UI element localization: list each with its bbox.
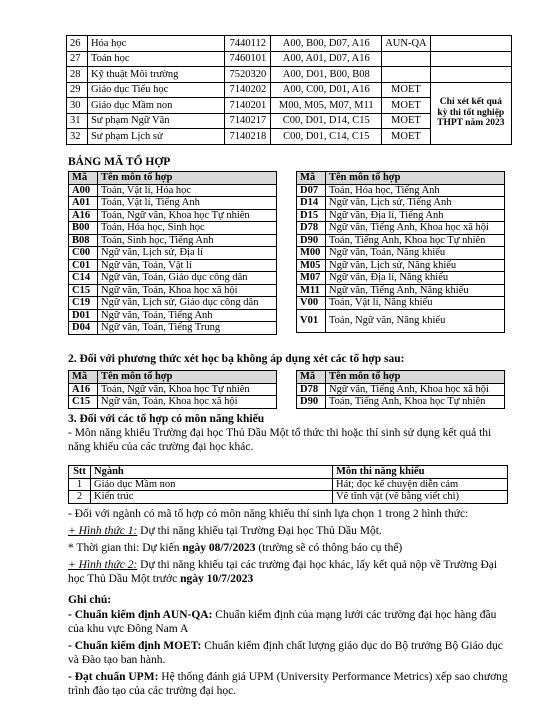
time-line	[68, 542, 513, 556]
combo-name: Toán, Vật lí, Hóa học	[98, 184, 277, 197]
combo-header-code: Mã	[69, 172, 98, 185]
table-row	[69, 247, 277, 260]
majors-table	[66, 35, 512, 145]
row-stt: 26	[67, 36, 88, 52]
talent-stt: 1	[69, 478, 91, 491]
combo-name: Toán, Hóa học, Sinh học	[98, 222, 277, 235]
row-major-name: Hóa học	[87, 36, 224, 52]
row-stt: 30	[67, 98, 88, 114]
table-row	[297, 184, 505, 197]
table-row	[69, 383, 277, 396]
combo-code: D04	[69, 322, 98, 335]
section2-title: 2. Đối với phương thức xét học bạ không áp dụng xét các tổ hợp sau:	[68, 353, 405, 365]
table-row	[297, 297, 505, 310]
row-major-name: Giáo dục Tiểu học	[87, 82, 224, 98]
table-row	[297, 222, 505, 235]
combo-name: Ngữ văn, Toán, Tiếng Trung	[98, 322, 277, 335]
combo-code: D78	[297, 383, 326, 396]
combo-name: Toán, Vật lí, Năng khiếu	[326, 297, 505, 310]
combo-code: C14	[69, 272, 98, 285]
table-row	[297, 259, 505, 272]
row-combos: A00, C00, D01, A16	[271, 82, 382, 98]
note-text: Chuẩn kiểm định chất lượng giáo dục do Bộ trưởng Bộ Giáo dục và Đào tạo ban hành.	[68, 640, 503, 666]
combo-header-code: Mã	[297, 371, 326, 384]
notes-list	[68, 609, 508, 702]
row-stt: 29	[67, 82, 88, 98]
combo-code: M11	[297, 284, 326, 297]
row-note: MOET	[382, 98, 430, 114]
note-text: Chuẩn kiểm định của mạng lưới các trường đại học hàng đầu của khu vực Đông Nam A	[68, 609, 497, 635]
combo-name: Toán, Sinh học, Tiếng Anh	[98, 234, 277, 247]
row-combos: C00, D01, C14, C15	[271, 129, 382, 145]
combo-name: Toán, Ngữ văn, Khoa học Tự nhiên	[98, 383, 277, 396]
notes-title: Ghi chú:	[68, 594, 112, 606]
combo-name: Toán, Hóa học, Tiếng Anh	[326, 184, 505, 197]
table-row	[69, 491, 508, 504]
table-row	[69, 297, 277, 310]
time-prefix: * Thời gian thi: Dự kiến	[68, 542, 183, 554]
combo-title: BẢNG MÃ TỔ HỢP	[68, 156, 171, 168]
form2-text: Dự thi năng khiếu tại các trường đại học khác, lấy kết quả nộp về Trường Đại học Thủ Dầu Một trước	[68, 559, 498, 585]
table-row	[69, 478, 508, 491]
talent-header-stt: Stt	[69, 466, 91, 479]
combo-code: D15	[297, 209, 326, 222]
combo-name: Toán, Tiếng Anh, Khoa học Tự nhiên	[326, 234, 505, 247]
combo-code: D07	[297, 184, 326, 197]
table-row	[297, 197, 505, 210]
talent-exam: Vẽ tĩnh vật (vẽ bằng viết chì)	[333, 491, 508, 504]
combo-name: Ngữ văn, Tiếng Anh, Năng khiếu	[326, 284, 505, 297]
combo-table-left	[68, 171, 277, 335]
talent-exam: Hát; đọc kể chuyện diễn cảm	[333, 478, 508, 491]
talent-major: Kiến trúc	[91, 491, 333, 504]
combo-code: A16	[69, 383, 98, 396]
combo-code: D01	[69, 309, 98, 322]
time-suffix: (trường sẽ có thông báo cụ thể)	[255, 542, 403, 554]
row-stt: 31	[67, 113, 88, 129]
table-row	[69, 396, 277, 409]
combo-name: Ngữ văn, Toán, Tiếng Anh	[98, 309, 277, 322]
row-combos: M00, M05, M07, M11	[271, 98, 382, 114]
choose-line: - Đối với ngành có mã tổ hợp có môn năng khiếu thí sinh lựa chọn 1 trong 2 hình thức:	[68, 508, 469, 520]
table-row	[297, 284, 505, 297]
note-label: - Chuẩn kiểm định MOET:	[68, 640, 202, 652]
note-item	[68, 671, 508, 698]
note-item	[68, 640, 508, 667]
row-empty	[430, 51, 511, 67]
form2-line	[68, 559, 510, 586]
talent-major: Giáo dục Mầm non	[91, 478, 333, 491]
combo-name: Ngữ văn, Lịch sử, Địa lí	[98, 247, 277, 260]
combo-header-name: Tên môn tổ hợp	[326, 172, 505, 185]
table-row	[297, 247, 505, 260]
combo-code: D14	[297, 197, 326, 210]
row-stt: 28	[67, 67, 88, 83]
note-label: - Chuẩn kiểm định AUN-QA:	[68, 609, 213, 621]
table-row	[297, 272, 505, 285]
combo-table-right	[296, 171, 505, 333]
form1-text: Dự thi năng khiếu tại Trường Đại học Thủ Dầu Một.	[137, 525, 382, 537]
table-row	[69, 222, 277, 235]
combo-code: V00	[297, 297, 326, 310]
combo-code: C15	[69, 284, 98, 297]
combo-code: B00	[69, 222, 98, 235]
section3-title: 3. Đối với các tổ hợp có môn năng khiếu	[68, 413, 265, 425]
combo-header-name: Tên môn tổ hợp	[98, 371, 277, 384]
row-major-name: Sư phạm Lịch sử	[87, 129, 224, 145]
table-row	[297, 383, 505, 396]
combo-code: M00	[297, 247, 326, 260]
note-text: Hệ thống đánh giá UPM (University Performance Metrics) xếp sao chương trình đào tạo của các trường đại học.	[68, 671, 508, 697]
talent-table	[68, 465, 508, 504]
row-major-code: 7140218	[225, 129, 271, 145]
row-stt: 27	[67, 51, 88, 67]
row-note: MOET	[382, 82, 430, 98]
table-row	[69, 272, 277, 285]
combo-code: C01	[69, 259, 98, 272]
combo-name: Ngữ văn, Toán, Khoa học xã hội	[98, 284, 277, 297]
combo-code: D90	[297, 234, 326, 247]
combo-code: M07	[297, 272, 326, 285]
combo-code: D90	[297, 396, 326, 409]
combo-code: V01	[297, 309, 326, 332]
table-row	[69, 209, 277, 222]
row-combos: C00, D01, D14, C15	[271, 113, 382, 129]
section3-intro: - Môn năng khiếu Trường đại học Thủ Dầu Một tổ thức thi hoặc thí sinh sử dụng kết quả thi năng khiếu của các trường đại học khác.	[68, 427, 492, 453]
combo-name: Ngữ văn, Lịch sử, Tiếng Anh	[326, 197, 505, 210]
row-major-code: 7460101	[225, 51, 271, 67]
combo-header-name: Tên môn tổ hợp	[98, 172, 277, 185]
form2-label: + Hình thức 2:	[68, 559, 138, 571]
talent-header-major: Ngành	[91, 466, 333, 479]
combo-code: A00	[69, 184, 98, 197]
combo-name: Ngữ văn, Toán, Khoa học xã hội	[98, 396, 277, 409]
combo-header-code: Mã	[297, 172, 326, 185]
row-note	[382, 67, 430, 83]
table-row	[67, 82, 512, 98]
row-major-code: 7440112	[225, 36, 271, 52]
note-item	[68, 609, 508, 636]
combo-name: Ngữ văn, Toán, Giáo dục công dân	[98, 272, 277, 285]
combo-code: A16	[69, 209, 98, 222]
table-row	[297, 234, 505, 247]
talent-header-exam: Môn thi năng khiếu	[333, 466, 508, 479]
row-combos: A00, A01, D07, A16	[271, 51, 382, 67]
combo-code: C00	[69, 247, 98, 260]
table-row	[67, 51, 512, 67]
row-major-name: Kỹ thuật Môi trường	[87, 67, 224, 83]
combo-code: C19	[69, 297, 98, 310]
table-row	[67, 67, 512, 83]
row-major-name: Giáo dục Mầm non	[87, 98, 224, 114]
combo-name: Ngữ văn, Địa lí, Năng khiếu	[326, 272, 505, 285]
talent-stt: 2	[69, 491, 91, 504]
table-row	[67, 36, 512, 52]
note-label: - Đạt chuẩn UPM:	[68, 671, 159, 683]
table-row	[69, 234, 277, 247]
row-note: AUN-QA	[382, 36, 430, 52]
merged-note: Chỉ xét kết quả kỳ thi tốt nghiệp THPT năm 2023	[430, 82, 511, 144]
time-date: ngày 08/7/2023	[182, 542, 256, 554]
combo-name: Toán, Vật lí, Tiếng Anh	[98, 197, 277, 210]
section2-table-right	[296, 370, 505, 409]
combo-name: Ngữ văn, Lịch sử, Giáo dục công dân	[98, 297, 277, 310]
form2-date: ngày 10/7/2023	[180, 572, 254, 585]
row-stt: 32	[67, 129, 88, 145]
combo-code: B08	[69, 234, 98, 247]
form1-line	[68, 525, 513, 539]
combo-name: Ngữ văn, Lịch sử, Năng khiếu	[326, 259, 505, 272]
combo-code: M05	[297, 259, 326, 272]
row-major-name: Sư phạm Ngữ Văn	[87, 113, 224, 129]
table-row	[297, 209, 505, 222]
row-major-name: Toán học	[87, 51, 224, 67]
section2-table-left	[68, 370, 277, 409]
table-row	[69, 284, 277, 297]
row-major-code: 7140202	[225, 82, 271, 98]
table-row	[69, 322, 277, 335]
row-note: MOET	[382, 129, 430, 145]
row-empty	[430, 36, 511, 52]
combo-name: Toán, Tiếng Anh, Khoa học Tự nhiên	[326, 396, 505, 409]
row-note	[382, 51, 430, 67]
combo-name: Ngữ văn, Toán, Năng khiếu	[326, 247, 505, 260]
row-major-code: 7140201	[225, 98, 271, 114]
combo-name: Ngữ văn, Tiếng Anh, Khoa học xã hội	[326, 383, 505, 396]
combo-name: Ngữ văn, Tiếng Anh, Khoa học xã hội	[326, 222, 505, 235]
row-empty	[430, 67, 511, 83]
combo-code: C15	[69, 396, 98, 409]
row-note: MOET	[382, 113, 430, 129]
table-row	[297, 396, 505, 409]
form1-label: + Hình thức 1:	[68, 525, 138, 537]
table-row	[69, 259, 277, 272]
row-combos: A00, B00, D07, A16	[271, 36, 382, 52]
table-row	[69, 197, 277, 210]
row-major-code: 7140217	[225, 113, 271, 129]
combo-header-code: Mã	[69, 371, 98, 384]
combo-name: Ngữ văn, Địa lí, Tiếng Anh	[326, 209, 505, 222]
combo-header-name: Tên môn tổ hợp	[326, 371, 505, 384]
table-row	[297, 309, 505, 332]
combo-code: D78	[297, 222, 326, 235]
row-major-code: 7520320	[225, 67, 271, 83]
table-row	[69, 309, 277, 322]
combo-name: Toán, Ngữ văn, Khoa học Tự nhiên	[98, 209, 277, 222]
combo-name: Toán, Ngữ văn, Năng khiếu	[326, 309, 505, 332]
combo-name: Ngữ văn, Toán, Vật lí	[98, 259, 277, 272]
table-row	[69, 184, 277, 197]
row-combos: A00, D01, B00, B08	[271, 67, 382, 83]
combo-code: A01	[69, 197, 98, 210]
